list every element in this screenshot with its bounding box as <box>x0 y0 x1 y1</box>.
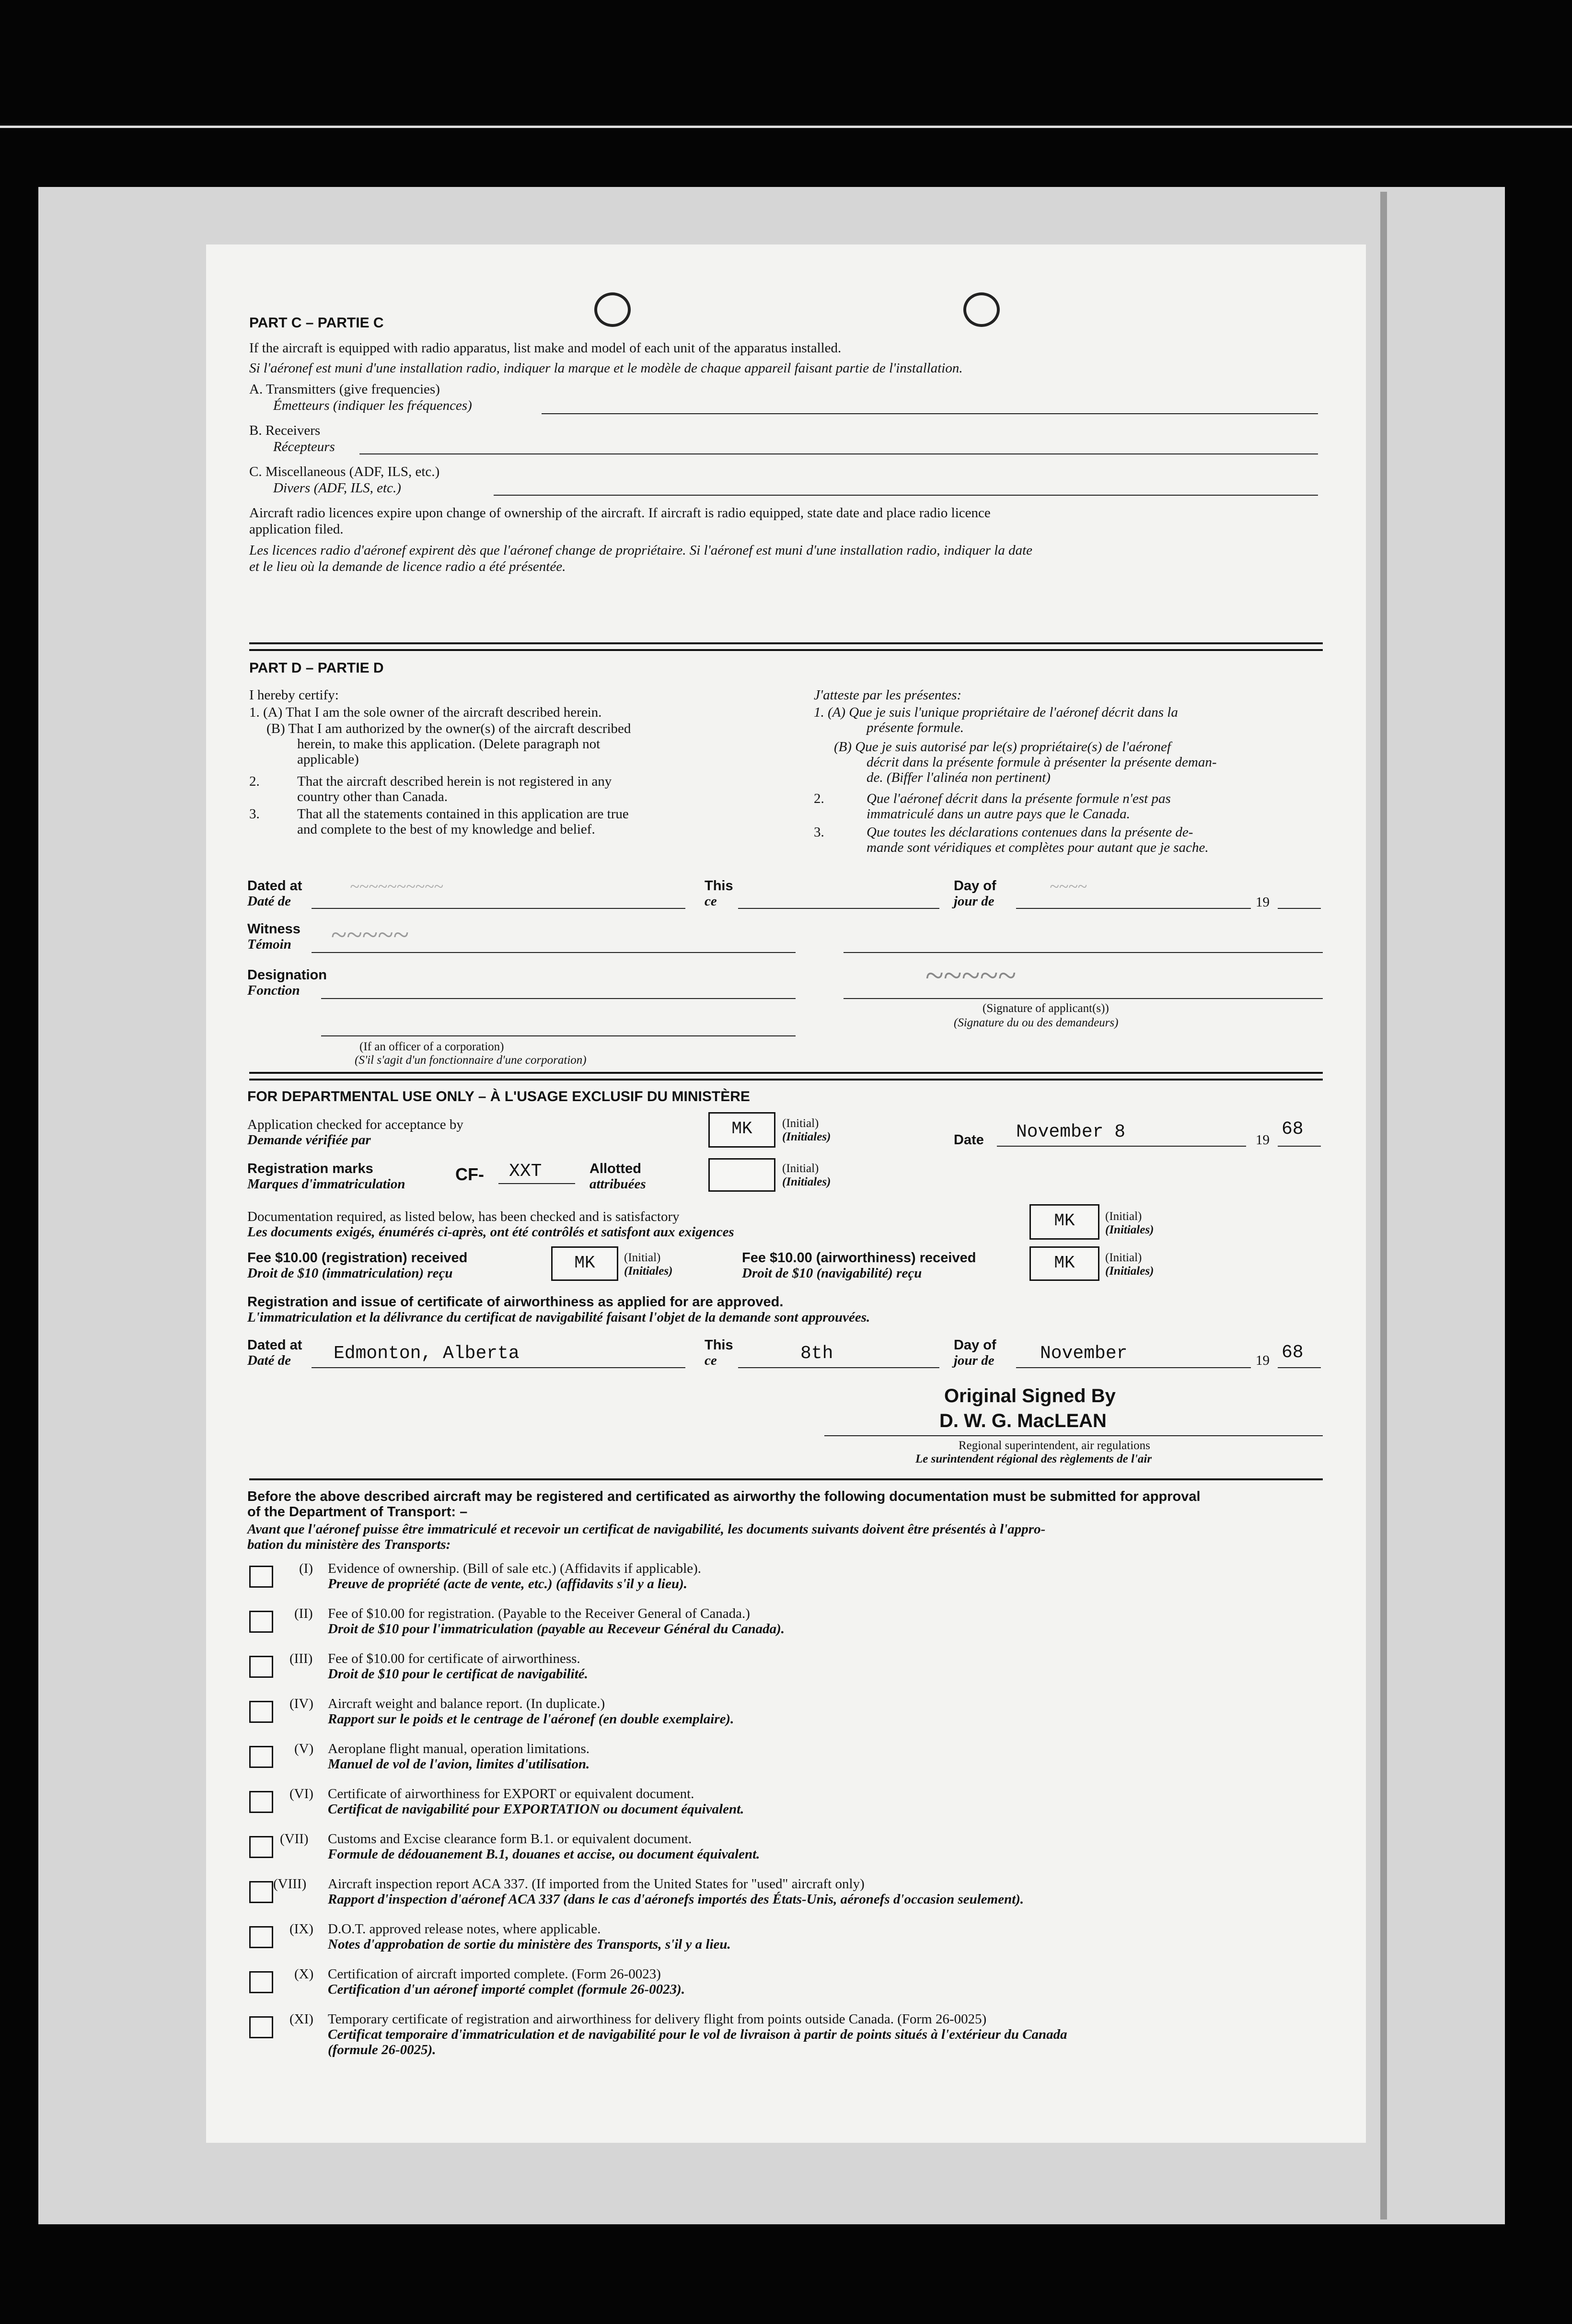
item-3-fr-1: Que toutes les déclarations contenues dans la présente de- <box>867 825 1193 840</box>
dept-day-of-en: Day of <box>954 1337 996 1353</box>
item-3-en-2: and complete to the best of my knowledge and belief. <box>297 822 595 837</box>
d-dated-at-en: Dated at <box>247 878 302 894</box>
item-1a-en: 1. (A) That I am the sole owner of the aircraft described herein. <box>249 705 602 720</box>
faint-handwriting-witness: ~~~~~ <box>331 919 409 951</box>
checked-initial-value: MK <box>731 1119 752 1139</box>
faint-handwriting-place: ~~~~~~~~~~ <box>350 877 443 896</box>
reg-value: XXT <box>509 1161 542 1182</box>
item-1b-en-3: applicable) <box>297 752 359 767</box>
fee-air-initial-value: MK <box>1054 1253 1075 1273</box>
item-1a-fr-1: 1. (A) Que je suis l'unique propriétaire de l'aéronef décrit dans la <box>814 705 1178 720</box>
d-year-line <box>1278 908 1321 909</box>
superintendent-fr: Le surintendent régional des règlements de l'air <box>915 1452 1152 1465</box>
receivers-line <box>359 453 1318 454</box>
req-fr-3: Droit de $10 pour le certificat de navigabilité. <box>328 1666 588 1682</box>
req-en-8: Aircraft inspection report ACA 337. (If imported from the United States for "used" aircraft only) <box>328 1876 865 1892</box>
item-1b-fr-3: de. (Biffer l'alinéa non pertinent) <box>867 770 1051 785</box>
req-checkbox-9[interactable] <box>249 1926 273 1948</box>
req-en-2: Fee of $10.00 for registration. (Payable to the Receiver General of Canada.) <box>328 1606 750 1621</box>
allotted-initial-en: (Initial) <box>782 1162 819 1175</box>
dept-rule <box>249 1072 1323 1081</box>
faint-handwriting-month: ~~~~ <box>1050 877 1087 896</box>
superintendent-en: Regional superintendent, air regulations <box>959 1439 1150 1452</box>
d-dated-at-fr: Daté de <box>247 894 291 909</box>
req-fr-11: Certificat temporaire d'immatriculation et de navigabilité pour le vol de livraison à partir de points situés à l'extérieur du Canada <box>328 2027 1067 2042</box>
checked-label-en: Application checked for acceptance by <box>247 1117 463 1132</box>
req-checkbox-6[interactable] <box>249 1791 273 1813</box>
req-num-8: (VIII) <box>273 1876 307 1892</box>
designation-line-2 <box>321 1035 796 1036</box>
licence-note-fr-1: Les licences radio d'aéronef expirent dès que l'aéronef change de propriétaire. Si l'aéronef est muni d'une installation radio, indiquer la date <box>249 543 1033 558</box>
item-1a-fr-2: présente formule. <box>867 720 964 735</box>
docs-checked-fr: Les documents exigés, énumérés ci-après, ont été contrôlés et satisfont aux exigences <box>247 1224 734 1240</box>
checked-label-fr: Demande vérifiée par <box>247 1132 371 1148</box>
req-num-5: (V) <box>294 1741 314 1756</box>
req-en-5: Aeroplane flight manual, operation limitations. <box>328 1741 590 1756</box>
fee-air-initial-en: (Initial) <box>1105 1251 1142 1264</box>
req-checkbox-3[interactable] <box>249 1656 273 1678</box>
applicant-signature-scribble: ~~~~~ <box>925 957 1016 994</box>
allotted-en: Allotted <box>590 1161 641 1176</box>
receivers-label-fr: Récepteurs <box>273 439 335 454</box>
witness-label-fr: Témoin <box>247 937 291 952</box>
officer-note-fr: (S'il s'agit d'un fonctionnaire d'une corporation) <box>355 1054 587 1067</box>
fee-air-initial-fr: (Initiales) <box>1105 1265 1154 1278</box>
item-1b-en-2: herein, to make this application. (Delete paragraph not <box>297 736 601 752</box>
req-en-9: D.O.T. approved release notes, where applicable. <box>328 1921 601 1937</box>
req-num-11: (XI) <box>289 2011 313 2027</box>
item-2-fr-2: immatriculé dans un autre pays que le Canada. <box>867 806 1130 822</box>
misc-label: C. Miscellaneous (ADF, ILS, etc.) <box>249 464 440 479</box>
transmitters-label-fr: Émetteurs (indiquer les fréquences) <box>273 398 472 413</box>
item-3-fr-num: 3. <box>814 825 824 840</box>
reg-marks-en: Registration marks <box>247 1161 373 1176</box>
designation-line <box>321 998 796 999</box>
receivers-label: B. Receivers <box>249 423 321 438</box>
req-fr-5: Manuel de vol de l'avion, limites d'utilisation. <box>328 1756 590 1772</box>
d-month-line <box>1016 908 1251 909</box>
fee-reg-fr: Droit de $10 (immatriculation) reçu <box>247 1266 453 1281</box>
signature-line <box>844 998 1323 999</box>
d-day-of-en: Day of <box>954 878 996 894</box>
licence-note-en-1: Aircraft radio licences expire upon change of ownership of the aircraft. If aircraft is radio equipped, state date and place radio licence <box>249 505 991 521</box>
licence-note-en-2: application filed. <box>249 522 344 537</box>
d-day-line <box>738 908 939 909</box>
misc-label-fr: Divers (ADF, ILS, etc.) <box>273 480 401 496</box>
dept-dated-at-fr: Daté de <box>247 1353 291 1368</box>
fee-reg-en: Fee $10.00 (registration) received <box>247 1250 468 1266</box>
dept-month-value: November <box>1040 1343 1128 1364</box>
docs-initial-value: MK <box>1054 1211 1075 1231</box>
req-checkbox-10[interactable] <box>249 1971 273 1993</box>
req-fr-4: Rapport sur le poids et le centrage de l'aéronef (en double exemplaire). <box>328 1711 734 1727</box>
dept-year-value-2: 68 <box>1282 1342 1304 1363</box>
signed-name-stamp: D. W. G. MacLEAN <box>939 1410 1107 1431</box>
item-3-en-1: That all the statements contained in this application are true <box>297 806 629 822</box>
req-checkbox-7[interactable] <box>249 1836 273 1858</box>
certify-fr: J'atteste par les présentes: <box>814 687 962 703</box>
req-num-6: (VI) <box>289 1786 313 1801</box>
req-checkbox-8[interactable] <box>249 1881 273 1903</box>
d-place-line <box>312 908 685 909</box>
req-num-9: (IX) <box>289 1921 313 1937</box>
dept-month-line <box>1016 1367 1251 1368</box>
req-en-4: Aircraft weight and balance report. (In duplicate.) <box>328 1696 605 1711</box>
req-intro-fr-1: Avant que l'aéronef puisse être immatriculé et recevoir un certificat de navigabilité, les documents suivants doivent être présentés à l'appro- <box>247 1522 1046 1537</box>
part-c-intro-en: If the aircraft is equipped with radio apparatus, list make and model of each unit of the apparatus installed. <box>249 340 842 356</box>
dept-place-line <box>312 1367 685 1368</box>
item-3-num: 3. <box>249 806 260 822</box>
dept-day-value: 8th <box>800 1343 833 1364</box>
allotted-fr: attribuées <box>590 1176 646 1192</box>
req-checkbox-2[interactable] <box>249 1611 273 1633</box>
req-fr-7: Formule de dédouanement B.1, douanes et accise, ou document équivalent. <box>328 1847 760 1862</box>
dept-year-prefix-2: 19 <box>1256 1353 1270 1368</box>
sig-applicant-fr: (Signature du ou des demandeurs) <box>954 1016 1119 1029</box>
fee-reg-initial-en: (Initial) <box>624 1251 661 1264</box>
dept-date-line <box>997 1146 1246 1147</box>
d-year-prefix: 19 <box>1256 895 1270 910</box>
req-num-4: (IV) <box>289 1696 313 1711</box>
designation-label-en: Designation <box>247 967 327 983</box>
dept-year-prefix: 19 <box>1256 1132 1270 1148</box>
dept-year-line-2 <box>1278 1367 1321 1368</box>
item-1b-fr-2: décrit dans la présente formule à présenter la présente deman- <box>867 755 1217 770</box>
dept-heading: FOR DEPARTMENTAL USE ONLY – À L'USAGE EXCLUSIF DU MINISTÈRE <box>247 1089 750 1104</box>
dept-place-value: Edmonton, Alberta <box>334 1343 520 1364</box>
req-checkbox-5[interactable] <box>249 1746 273 1768</box>
reg-line <box>498 1183 575 1184</box>
item-2-num: 2. <box>249 774 260 789</box>
fee-reg-initial-value: MK <box>574 1253 595 1273</box>
part-c-heading: PART C – PARTIE C <box>249 315 384 331</box>
checked-initial-fr: (Initiales) <box>782 1130 831 1143</box>
officer-note-en: (If an officer of a corporation) <box>359 1040 504 1053</box>
scan-top-line <box>0 126 1572 128</box>
req-num-7: (VII) <box>280 1831 309 1847</box>
misc-line <box>494 495 1318 496</box>
docs-initial-en: (Initial) <box>1105 1210 1142 1223</box>
req-num-1: (I) <box>299 1561 313 1576</box>
part-d-heading: PART D – PARTIE D <box>249 660 384 676</box>
req-intro-fr-2: bation du ministère des Transports: <box>247 1537 451 1552</box>
req-en-7: Customs and Excise clearance form B.1. or equivalent document. <box>328 1831 692 1847</box>
scan-fold-line <box>1380 192 1387 2219</box>
approved-fr: L'immatriculation et la délivrance du certificat de navigabilité faisant l'objet de la demande sont approuvées. <box>247 1310 870 1325</box>
req-en-3: Fee of $10.00 for certificate of airworthiness. <box>328 1651 580 1666</box>
req-num-2: (II) <box>294 1606 313 1621</box>
transmitters-label: A. Transmitters (give frequencies) <box>249 382 440 397</box>
punch-hole-right <box>963 292 1000 327</box>
item-2-en-2: country other than Canada. <box>297 789 448 804</box>
dept-date-label: Date <box>954 1132 984 1148</box>
req-fr-11b: (formule 26-0025). <box>328 2042 436 2057</box>
sig-applicant-en: (Signature of applicant(s)) <box>982 1002 1109 1015</box>
d-this-en: This <box>705 878 733 894</box>
dept-day-line <box>738 1367 939 1368</box>
docs-initial-fr: (Initiales) <box>1105 1223 1154 1236</box>
req-en-1: Evidence of ownership. (Bill of sale etc.) (Affidavits if applicable). <box>328 1561 701 1576</box>
req-en-10: Certification of aircraft imported complete. (Form 26-0023) <box>328 1966 661 1982</box>
req-fr-9: Notes d'approbation de sortie du ministère des Transports, s'il y a lieu. <box>328 1937 731 1952</box>
req-checkbox-1[interactable] <box>249 1566 273 1588</box>
docs-checked-en: Documentation required, as listed below, has been checked and is satisfactory <box>247 1209 680 1224</box>
part-c-intro-fr: Si l'aéronef est muni d'une installation radio, indiquer la marque et le modèle de chaque appareil faisant partie de l'installation. <box>249 360 963 376</box>
dept-date-value: November 8 <box>1016 1122 1126 1142</box>
req-num-3: (III) <box>289 1651 313 1666</box>
req-en-6: Certificate of airworthiness for EXPORT or equivalent document. <box>328 1786 694 1801</box>
form-page <box>206 244 1366 2143</box>
checked-initial-en: (Initial) <box>782 1117 819 1130</box>
d-this-fr: ce <box>705 894 717 909</box>
superintendent-line <box>824 1435 1323 1436</box>
req-en-11: Temporary certificate of registration and airworthiness for delivery flight from points outside Canada. (Form 26-0025) <box>328 2011 987 2027</box>
dept-this-fr: ce <box>705 1353 717 1368</box>
req-fr-2: Droit de $10 pour l'immatriculation (payable au Receveur Général du Canada). <box>328 1621 785 1637</box>
approved-en: Registration and issue of certificate of airworthiness as applied for are approved. <box>247 1294 784 1310</box>
d-day-of-fr: jour de <box>954 894 994 909</box>
designation-label-fr: Fonction <box>247 983 300 998</box>
fee-air-fr: Droit de $10 (navigabilité) reçu <box>742 1266 922 1281</box>
licence-note-fr-2: et le lieu où la demande de licence radio a été présentée. <box>249 559 566 574</box>
witness-line <box>312 952 796 953</box>
req-intro-en-2: of the Department of Transport: – <box>247 1504 468 1520</box>
req-intro-en-1: Before the above described aircraft may be registered and certificated as airworthy the following documentation must be submitted for approval <box>247 1489 1201 1504</box>
dept-this-en: This <box>705 1337 733 1353</box>
item-1b-fr-1: (B) Que je suis autorisé par le(s) propriétaire(s) de l'aéronef <box>834 739 1171 755</box>
fee-air-en: Fee $10.00 (airworthiness) received <box>742 1250 976 1266</box>
dept-day-of-fr: jour de <box>954 1353 994 1368</box>
fee-reg-initial-fr: (Initiales) <box>624 1265 673 1278</box>
req-fr-10: Certification d'un aéronef importé complet (formule 26-0023). <box>328 1982 685 1997</box>
dept-year-line <box>1278 1146 1321 1147</box>
cf-prefix: CF- <box>455 1164 484 1184</box>
req-checkbox-11[interactable] <box>249 2016 273 2038</box>
item-3-fr-2: mande sont véridiques et complètes pour autant que je sache. <box>867 840 1209 855</box>
req-fr-6: Certificat de navigabilité pour EXPORTATION ou document équivalent. <box>328 1801 744 1817</box>
part-d-rule <box>249 642 1323 651</box>
req-num-10: (X) <box>294 1966 314 1982</box>
witness-right-line <box>844 952 1323 953</box>
requirements-rule <box>249 1478 1323 1480</box>
req-fr-1: Preuve de propriété (acte de vente, etc.) (affidavits s'il y a lieu). <box>328 1576 688 1592</box>
witness-label-en: Witness <box>247 921 301 937</box>
req-checkbox-4[interactable] <box>249 1701 273 1723</box>
certify-en: I hereby certify: <box>249 687 339 703</box>
allotted-initial-fr: (Initiales) <box>782 1175 831 1188</box>
item-2-en-1: That the aircraft described herein is not registered in any <box>297 774 612 789</box>
punch-hole-left <box>594 292 631 327</box>
req-fr-8: Rapport d'inspection d'aéronef ACA 337 (dans le cas d'aéronefs importés des États-Unis, aéronefs d'occasion seulement). <box>328 1892 1024 1907</box>
signed-by-stamp: Original Signed By <box>944 1385 1116 1406</box>
item-2-fr-1: Que l'aéronef décrit dans la présente formule n'est pas <box>867 791 1171 806</box>
dept-dated-at-en: Dated at <box>247 1337 302 1353</box>
transmitters-line <box>542 413 1318 414</box>
dept-year-value: 68 <box>1282 1119 1304 1139</box>
item-1b-en-1: (B) That I am authorized by the owner(s) of the aircraft described <box>266 721 631 736</box>
item-2-fr-num: 2. <box>814 791 824 806</box>
allotted-initial-box <box>708 1158 775 1192</box>
reg-marks-fr: Marques d'immatriculation <box>247 1176 405 1192</box>
